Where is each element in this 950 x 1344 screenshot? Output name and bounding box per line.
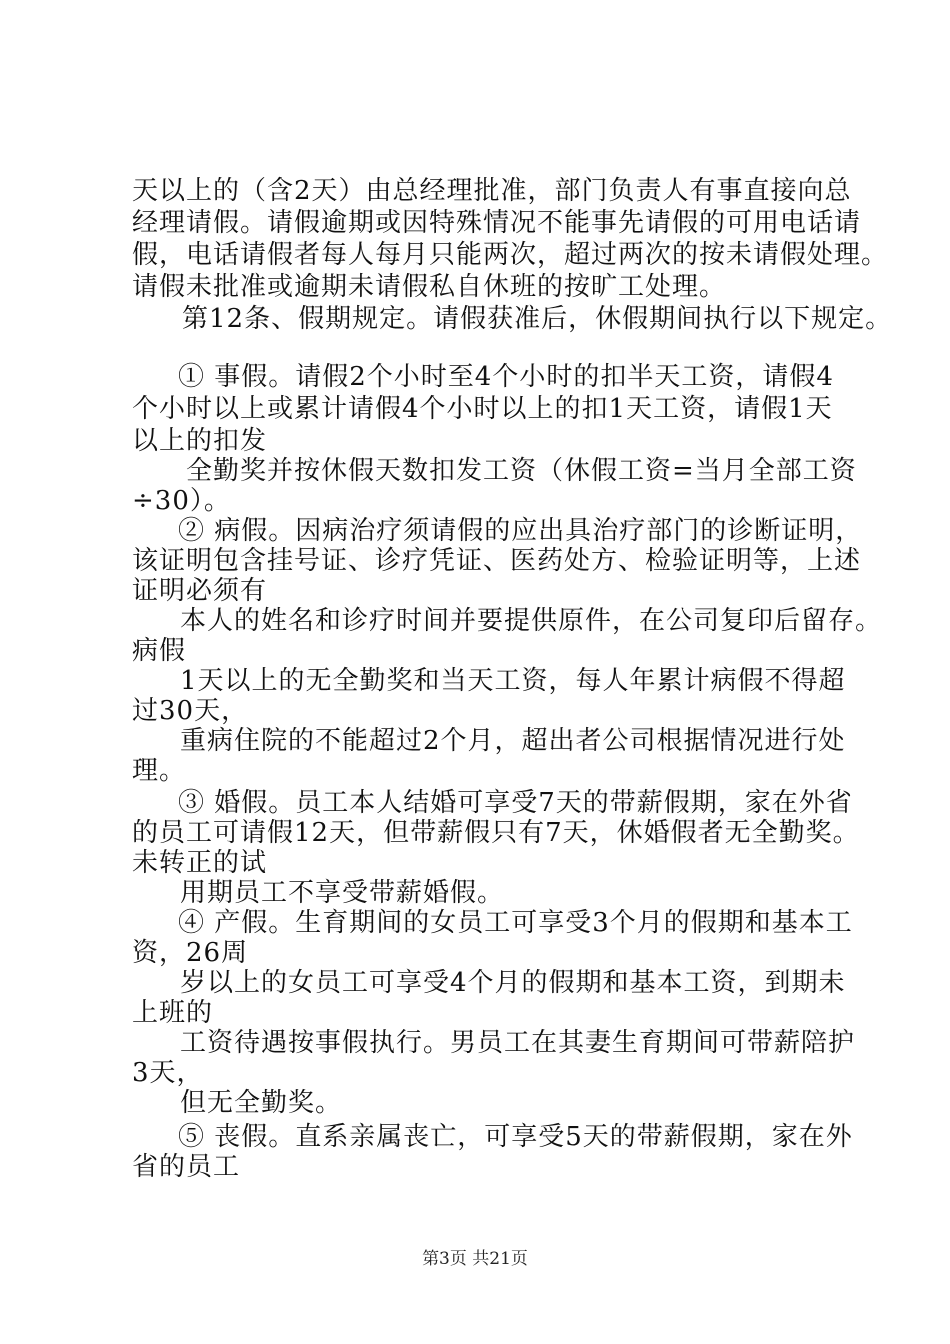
list-item-line: ② 病假。因病治疗须请假的应出具治疗部门的诊断证明， bbox=[178, 516, 863, 546]
paragraph-line: 3天， bbox=[132, 1058, 204, 1088]
paragraph-line: 岁以上的女员工可享受4个月的假期和基本工资，到期未 bbox=[180, 968, 846, 998]
paragraph-line: 工资待遇按事假执行。男员工在其妻生育期间可带薪陪护 bbox=[180, 1028, 856, 1058]
paragraph-line: 省的员工 bbox=[132, 1152, 241, 1182]
list-item-line: ③ 婚假。员工本人结婚可享受7天的带薪假期，家在外省 bbox=[178, 788, 853, 818]
paragraph-line: 用期员工不享受带薪婚假。 bbox=[180, 878, 505, 908]
paragraph-line: 假，电话请假者每人每月只能两次，超过两次的按未请假处理。 bbox=[132, 240, 889, 270]
paragraph-line: 资，26周 bbox=[132, 938, 249, 968]
page-number-footer: 第3页 共21页 bbox=[422, 1249, 528, 1269]
list-item-line: ① 事假。请假2个小时至4个小时的扣半天工资，请假4 bbox=[178, 362, 834, 392]
paragraph-line: 但无全勤奖。 bbox=[180, 1088, 343, 1118]
paragraph-line: 天以上的（含2天）由总经理批准，部门负责人有事直接向总 bbox=[132, 176, 852, 206]
paragraph-line: 该证明包含挂号证、诊疗凭证、医药处方、检验证明等，上述 bbox=[132, 546, 862, 576]
paragraph-line: 本人的姓名和诊疗时间并要提供原件，在公司复印后留存。 bbox=[180, 606, 883, 636]
paragraph-line: 个小时以上或累计请假4个小时以上的扣1天工资，请假1天 bbox=[132, 394, 833, 424]
paragraph-line: 证明必须有 bbox=[132, 576, 268, 606]
paragraph-line: 重病住院的不能超过2个月，超出者公司根据情况进行处 bbox=[180, 726, 846, 756]
paragraph-line: 的员工可请假12天，但带薪假只有7天，休婚假者无全勤奖。 bbox=[132, 818, 860, 848]
list-item-line: ⑤ 丧假。直系亲属丧亡，可享受5天的带薪假期，家在外 bbox=[178, 1122, 853, 1152]
paragraph-line: 上班的 bbox=[132, 998, 214, 1028]
list-item-line: ④ 产假。生育期间的女员工可享受3个月的假期和基本工 bbox=[178, 908, 853, 938]
paragraph-line: 以上的扣发 bbox=[132, 426, 268, 456]
paragraph-line: 理。 bbox=[132, 756, 187, 786]
paragraph-line: 全勤奖并按休假天数扣发工资（休假工资=当月全部工资 bbox=[186, 456, 857, 486]
paragraph-line: 病假 bbox=[132, 636, 187, 666]
paragraph-line: ÷30）。 bbox=[132, 486, 231, 516]
paragraph-line: 经理请假。请假逾期或因特殊情况不能事先请假的可用电话请 bbox=[132, 208, 862, 238]
article-heading-line: 第12条、假期规定。请假获准后，休假期间执行以下规定。 bbox=[182, 304, 893, 334]
paragraph-line: 请假未批准或逾期未请假私自休班的按旷工处理。 bbox=[132, 272, 727, 302]
paragraph-line: 过30天， bbox=[132, 696, 249, 726]
paragraph-line: 未转正的试 bbox=[132, 848, 268, 878]
paragraph-line: 1天以上的无全勤奖和当天工资，每人年累计病假不得超 bbox=[180, 666, 846, 696]
